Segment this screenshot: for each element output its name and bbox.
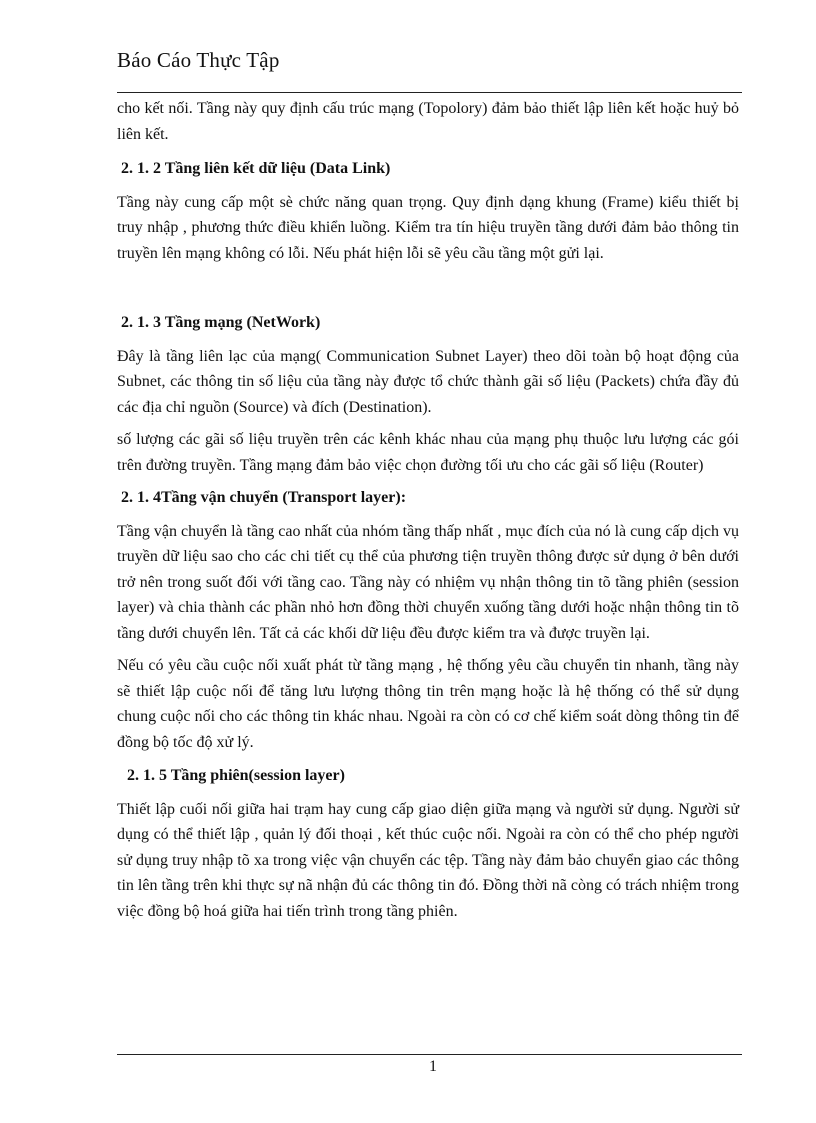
section-heading-transport: 2. 1. 4Tầng vận chuyển (Transport layer): — [121, 489, 407, 506]
header-divider — [117, 92, 742, 93]
paragraph-network-1: Đây là tầng liên lạc của mạng( Communication Subnet Layer) theo dõi toàn bộ hoạt động của Subnet, các thông tin số liệu của tầng này được tổ chức thành gãi số liệu (Packets) chứa đầy đủ các địa chỉ nguồn (Source) và đích (Destination). — [117, 347, 739, 416]
document-body — [117, 96, 739, 924]
paragraph-network-2: số lượng các gãi số liệu truyền trên các kênh khác nhau của mạng phụ thuộc lưu lượng các gói trên đường truyền. Tầng mạng đảm bảo việc chọn đường tối ưu cho các gãi số liệu (Router) — [117, 431, 739, 474]
paragraph-transport-1: Tầng vận chuyển là tầng cao nhất của nhóm tầng thấp nhất , mục đích của nó là cung cấp dịch vụ truyền dữ liệu sao cho các chi tiết cụ thể của phương tiện truyền thông được sử dụng ở bên dưới trở nên trong suốt đối với tầng cao. Tầng này có nhiệm vụ nhận thông tin tõ tầng phiên (session layer) và chia thành các phần nhỏ hơn đồng thời chuyển xuống tầng dưới hoặc nhận thông tin tõ tầng dưới chuyển lên. Tất cả các khối dữ liệu đều được kiểm tra và được truyền lại. — [117, 522, 740, 642]
section-heading-data-link: 2. 1. 2 Tầng liên kết dữ liệu (Data Link) — [121, 160, 391, 177]
section-heading-network: 2. 1. 3 Tầng mạng (NetWork) — [121, 314, 321, 331]
paragraph-transport-2: Nếu có yêu cầu cuộc nối xuất phát từ tầng mạng , hệ thống yêu cầu chuyển tin nhanh, tầng này sẽ thiết lập cuộc nối để tăng lưu lượng thông tin trên mạng hoặc là hệ thống có thể sử dụng chung cuộc nối cho các thông tin khác nhau. Ngoài ra còn có cơ chế kiểm soát dòng thông tin để đồng bộ tốc độ xử lý. — [117, 657, 739, 751]
footer-divider — [117, 1054, 742, 1055]
section-heading-session: 2. 1. 5 Tầng phiên(session layer) — [127, 767, 345, 784]
paragraph-continuation: cho kết nối. Tầng này quy định cấu trúc mạng (Topolory) đảm bảo thiết lập liên kết hoặc huỷ bỏ liên kết. — [117, 100, 739, 143]
paragraph-session: Thiết lập cuối nối giữa hai trạm hay cung cấp giao diện giữa mạng và người sử dụng. Người sử dụng có thể thiết lập , quản lý đối thoại , kết thúc cuộc nối. Ngoài ra còn có thể cho phép người sử dụng truy nhập tõ xa trong việc vận chuyển các tệp. Tầng này đảm bảo chuyển giao các thông tin lên tầng trên khi thực sự nã nhận đủ các thông tin đó. Đồng thời nã còng có trách nhiệm trong việc đồng bộ hoá giữa hai tiến trình trong tầng phiên. — [117, 800, 739, 920]
paragraph-data-link: Tầng này cung cấp một sè chức năng quan trọng. Quy định dạng khung (Frame) kiểu thiết bị truy nhập , phương thức điều khiển luồng. Kiểm tra tín hiệu truyền tầng dưới đảm bảo thông tin truyền lên mạng không có lỗi. Nếu phát hiện lỗi sẽ yêu cầu tầng một gửi lại. — [117, 193, 739, 262]
page-header-title: Báo Cáo Thực Tập — [117, 48, 280, 72]
page-number: 1 — [429, 1058, 437, 1075]
